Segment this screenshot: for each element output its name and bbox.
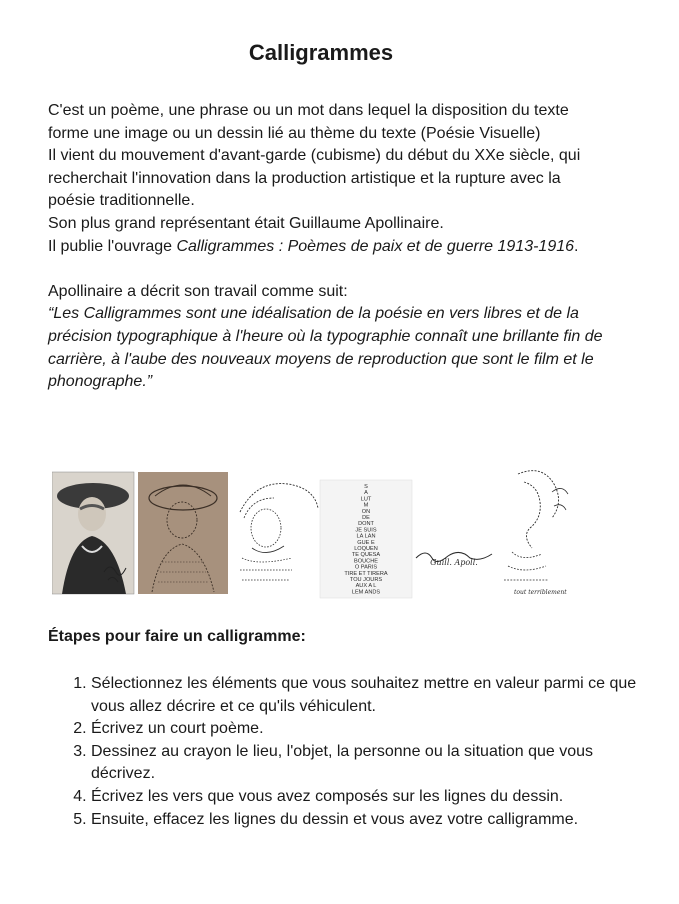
tower-line: LUT (360, 496, 372, 503)
eiffel-tower-calligram (320, 480, 412, 598)
step-item: 2. Écrivez un court poème. (91, 718, 651, 741)
tower-line: LEM ANDS (351, 589, 381, 596)
calligram-gallery (52, 462, 572, 602)
tower-line: M (363, 502, 369, 509)
tower-line: A (364, 490, 368, 497)
calligram-profile-sketch (504, 471, 568, 596)
tower-line: AUX A L (355, 583, 377, 590)
tower-line: O PARIS (354, 564, 378, 571)
publication-suffix: . (574, 237, 579, 255)
tower-line: TE QUESA (351, 552, 381, 559)
signature-block (416, 552, 492, 567)
intro-text (48, 100, 608, 394)
tower-line: TIRE ET TIRERA (344, 570, 388, 577)
steps-title: Étapes pour faire un calligramme: (48, 628, 306, 645)
intro-paragraph-origin: Il vient du mouvement d'avant-garde (cubisme) du début du XXe siècle, qui recherchait l'innovation dans la production artistique et la rupture avec la poésie traditionnelle. (48, 147, 581, 210)
tower-line: JE SUIS (355, 527, 377, 534)
tower-line: DONT (358, 521, 374, 528)
tower-line: BOUCHE (354, 558, 378, 565)
tower-line: TOU JOURS (349, 577, 383, 583)
step-item: 1. Sélectionnez les éléments que vous souhaitez mettre en valeur parmi ce que vous allez décrire et ce qu'ils véhiculent. (91, 673, 651, 718)
tower-line: ON (361, 508, 371, 515)
publication-title: Calligrammes : Poèmes de paix et de guerre 1913-1916 (176, 237, 575, 255)
steps-list (48, 673, 651, 831)
tower-line: DE (362, 515, 370, 521)
step-item: 4. Écrivez les vers que vous avez composés sur les lignes du dessin. (91, 786, 651, 809)
intro-paragraph-publication (48, 236, 608, 259)
page-title: Calligrammes (248, 40, 394, 65)
tower-line: LOQUEN (354, 546, 378, 552)
portrait-photo (52, 472, 134, 594)
sketch-caption: tout terriblement (514, 589, 567, 596)
tower-line: GUE E (357, 539, 375, 546)
tower-line: S (364, 484, 368, 490)
signature-text: Guill. Apoll. (430, 558, 478, 567)
step-item: 5. Ensuite, effacez les lignes du dessin et vous avez votre calligramme. (91, 809, 651, 832)
apollinaire-quote: “Les Calligrammes sont une idéalisation de la poésie en vers libres et de la précision typographique à l'heure où la typographie connaît une brillante fin de carrière, à l'aube des nouveaux moyens de reproduction que sont le film et le phonographe.” (48, 305, 603, 391)
calligram-face-sketch (240, 484, 318, 580)
step-item: 3. Dessinez au crayon le lieu, l'objet, la personne ou la situation que vous décrivez. (91, 741, 651, 786)
gallery-images (52, 462, 572, 602)
intro-paragraph-representative: Son plus grand représentant était Guillaume Apollinaire. (48, 214, 444, 232)
intro-paragraph-description: Apollinaire a décrit son travail comme suit: (48, 282, 348, 300)
tower-line: LA LAN (356, 533, 376, 540)
intro-paragraph-definition: C'est un poème, une phrase ou un mot dans lequel la disposition du texte forme une image ou un dessin lié au thème du texte (Poésie Visuelle) (48, 102, 569, 142)
publication-prefix: Il publie l'ouvrage (48, 237, 177, 255)
sepia-calligram-portrait (138, 472, 228, 594)
